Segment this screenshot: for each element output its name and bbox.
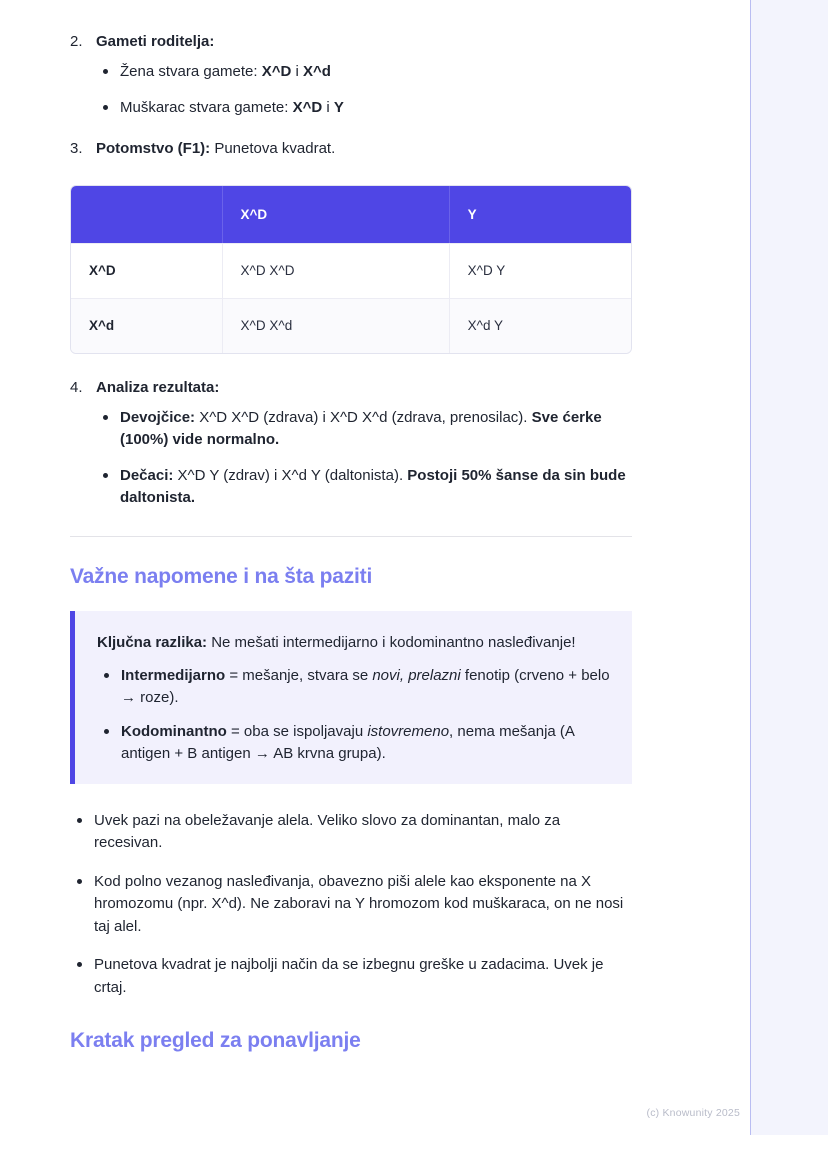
gamete-prefix: Žena stvara gamete: <box>120 63 262 81</box>
table-header-row <box>71 186 631 243</box>
list-marker: 3. <box>70 140 83 158</box>
list-item: Punetova kvadrat je najbolji način da se izbegnu greške u zadacima. Uvek je crtaj. <box>70 954 632 999</box>
gamete-allele-2: X^d <box>303 63 331 81</box>
callout-lead-label: Ključna razlika: <box>97 633 208 651</box>
punnett-square-wrap <box>70 185 632 354</box>
analysis-text: X^D X^D (zdrava) i X^D X^d (zdrava, prenosilac). <box>195 408 532 426</box>
table-row <box>71 298 631 353</box>
gamete-conj: i <box>322 98 334 116</box>
numbered-list <box>70 30 632 161</box>
list-item-potomstvo <box>70 137 632 160</box>
callout-lead <box>97 631 610 655</box>
table-cell: X^D X^D <box>223 243 450 298</box>
list-item <box>96 61 632 84</box>
punnett-square-table <box>70 185 632 354</box>
list-item <box>97 665 610 710</box>
gamete-allele-1: X^D <box>292 98 323 116</box>
table-header-y: Y <box>450 186 631 243</box>
table-row <box>71 243 631 298</box>
list-marker: 2. <box>70 33 83 50</box>
callout-item-post: fenotip (crveno + belo → roze). <box>121 666 610 707</box>
callout-list <box>97 665 610 766</box>
analysis-list <box>96 407 632 510</box>
list-item: Uvek pazi na obeležavanje alela. Veliko slovo za dominantan, malo za recesivan. <box>70 810 632 855</box>
gamete-allele-2: Y <box>333 98 344 116</box>
table-cell: X^D X^d <box>223 298 450 353</box>
list-item-rest: Punetova kvadrat. <box>210 140 336 158</box>
list-item: Kod polno vezanog nasleđivanja, obavezno piši alele kao eksponente na X hromozomu (npr. X^d). Ne zaboravi na Y hromozom kod muškaraca, on ne nosi taj alel. <box>70 871 632 939</box>
copyright-credit: (c) Knowunity 2025 <box>646 1107 740 1119</box>
table-header-corner <box>71 186 223 243</box>
section-divider <box>70 536 632 537</box>
section-title-notes: Važne napomene i na šta paziti <box>70 564 373 588</box>
callout-item-label: Kodominantno <box>121 722 227 740</box>
callout-item-pre: = oba se ispoljavaju <box>226 722 368 740</box>
table-cell: X^D Y <box>450 243 631 298</box>
callout-item-label: Intermedijarno <box>121 666 226 684</box>
notes-list <box>70 810 632 1000</box>
gamete-conj: i <box>291 63 304 81</box>
list-item-analiza <box>70 376 632 510</box>
list-item <box>97 721 610 766</box>
list-item-title: Potomstvo (F1): <box>96 140 211 158</box>
list-item-gameti <box>70 30 632 119</box>
gamete-allele-1: X^D <box>261 63 292 81</box>
table-row-head: X^D <box>71 243 223 298</box>
section-title-summary: Kratak pregled za ponavljanje <box>70 1029 361 1053</box>
analysis-text: X^D Y (zdrav) i X^d Y (daltonista). <box>173 466 408 484</box>
analysis-highlight: Sve ćerke (100%) vide normalno. <box>120 408 602 449</box>
gamete-prefix: Muškarac stvara gamete: <box>120 98 293 116</box>
list-item-title: Gameti roditelja: <box>96 33 215 50</box>
analysis-label: Devojčice: <box>120 408 196 426</box>
callout-lead-text: Ne mešati intermedijarno i kodominantno nasleđivanje! <box>207 633 576 651</box>
list-item <box>96 97 632 120</box>
callout-item-italic: istovremeno <box>367 722 450 740</box>
gametes-list <box>96 61 632 119</box>
table-header-xd: X^D <box>223 186 450 243</box>
callout-item-italic: novi, prelazni <box>372 666 461 684</box>
key-difference-callout <box>70 611 632 784</box>
table-cell: X^d Y <box>450 298 631 353</box>
callout-item-post: , nema mešanja (A antigen + B antigen → AB krvna grupa). <box>121 722 575 763</box>
numbered-list-analysis <box>70 376 632 510</box>
list-item-title: Analiza rezultata: <box>96 378 220 396</box>
analysis-label: Dečaci: <box>120 466 174 484</box>
table-row-head: X^d <box>71 298 223 353</box>
analysis-highlight: Postoji 50% šanse da sin bude daltonista. <box>120 466 626 507</box>
list-marker: 4. <box>70 378 83 396</box>
list-item <box>96 407 632 452</box>
list-item <box>96 465 632 510</box>
callout-item-pre: = mešanje, stvara se <box>225 666 373 684</box>
